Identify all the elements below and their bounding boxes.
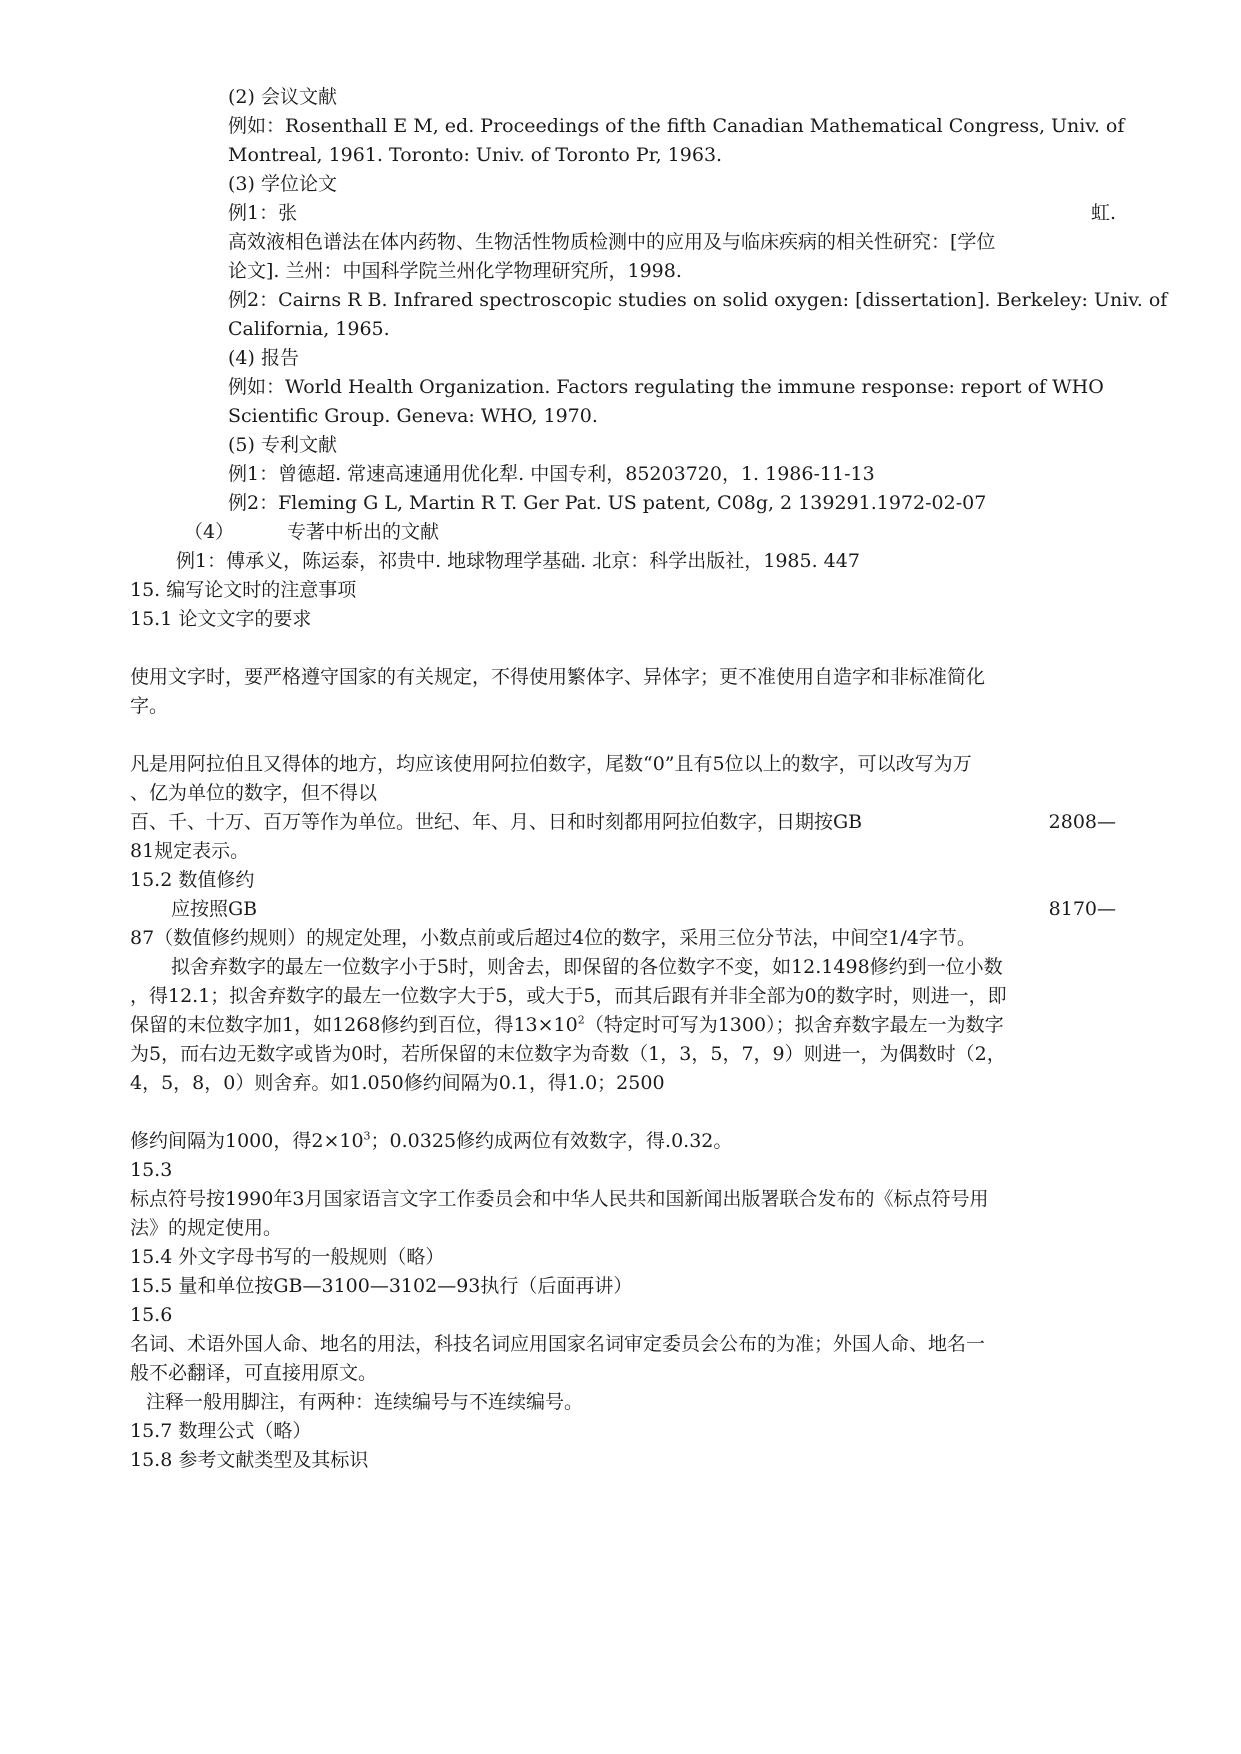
reference-example-line: 高效液相色谱法在体内药物、生物活性物质检测中的应用及与临床疾病的相关性研究：[学位 (228, 231, 996, 253)
text-segment: 百、千、十万、百万等作为单位。世纪、年、月、日和时刻都用阿拉伯数字，日期按GB (130, 811, 863, 833)
text-segment: 虹. (1090, 202, 1116, 224)
paragraph-line: 字。 (130, 695, 169, 717)
paragraph-line: 87（数值修约规则）的规定处理，小数点前或后超过4位的数字，采用三位分节法，中间空1/4字节。 (130, 927, 976, 949)
subsection-heading: 专著中析出的文献 (287, 521, 440, 543)
paragraph-line: 注释一般用脚注，有两种：连续编号与不连续编号。 (146, 1391, 584, 1413)
superscript: 3 (363, 1129, 371, 1143)
text-segment: 应按照GB (171, 898, 258, 920)
paragraph-line: 般不必翻译，可直接用原文。 (130, 1362, 378, 1384)
paragraph-line (130, 1128, 732, 1154)
paragraph-line (130, 1012, 1004, 1038)
paragraph-line: 标点符号按1990年3月国家语言文字工作委员会和中华人民共和国新闻出版署联合发布的《标点符号用 (130, 1188, 989, 1210)
reference-example-line: 例1：傅承义，陈运泰，祁贵中. 地球物理学基础. 北京：科学出版社，1985. 447 (176, 550, 860, 572)
section-heading: 15.1 论文文字的要求 (130, 608, 312, 630)
text-segment: 8170— (1048, 898, 1116, 920)
reference-example-line: 例2：Cairns R B. Infrared spectroscopic studies on solid oxygen: [dissertation]. Berkeley: Univ. of (228, 289, 1168, 311)
reference-example-line: 论文]. 兰州：中国科学院兰州化学物理研究所，1998. (228, 260, 682, 282)
paragraph-line: 为5，而右边无数字或皆为0时，若所保留的末位数字为奇数（1，3，5，7，9）则进一，为偶数时（2， (130, 1043, 1006, 1065)
subsection-heading: (3) 学位论文 (228, 173, 337, 195)
paragraph-line (171, 896, 1116, 922)
reference-example-line (228, 200, 1116, 226)
paragraph-line: 使用文字时，要严格遵守国家的有关规定，不得使用繁体字、异体字；更不准使用自造字和非标准简化 (130, 666, 986, 688)
section-heading: 15.7 数理公式（略） (130, 1420, 312, 1442)
reference-example-line: Montreal, 1961. Toronto: Univ. of Toronto Pr, 1963. (228, 144, 723, 166)
superscript: 2 (577, 1013, 585, 1027)
reference-example-line: 例如：World Health Organization. Factors regulating the immune response: report of WHO (228, 376, 1104, 398)
reference-example-line: California, 1965. (228, 318, 390, 340)
list-number: （4） (184, 521, 235, 543)
text-segment: ；0.0325修约成两位有效数字，得.0.32。 (370, 1130, 733, 1152)
paragraph-line: 81规定表示。 (130, 840, 250, 862)
section-heading: 15. 编写论文时的注意事项 (130, 579, 357, 601)
paragraph-line: 凡是用阿拉伯且又得体的地方，均应该使用阿拉伯数字，尾数“0”且有5位以上的数字，可以改写为万 (130, 753, 972, 775)
section-heading: 15.5 量和单位按GB—3100—3102—93执行（后面再讲） (130, 1275, 633, 1297)
text-segment: （特定时可写为1300）；拟舍弃数字最左一为数字 (584, 1014, 1004, 1036)
paragraph-line: 拟舍弃数字的最左一位数字小于5时，则舍去，即保留的各位数字不变，如12.1498修约到一位小数 (171, 956, 1003, 978)
paragraph-line: 名词、术语外国人命、地名的用法，科技名词应用国家名词审定委员会公布的为准；外国人命、地名一 (130, 1333, 986, 1355)
text-segment: 例1：张 (228, 202, 298, 224)
paragraph-line: ，得12.1；拟舍弃数字的最左一位数字大于5，或大于5，而其后跟有并非全部为0的数字时，则进一，即 (130, 985, 1007, 1007)
paragraph-line: 、亿为单位的数字，但不得以 (130, 782, 378, 804)
reference-example-line: 例如：Rosenthall E M, ed. Proceedings of the fifth Canadian Mathematical Congress, Univ. of (228, 115, 1125, 137)
subsection-heading: (2) 会议文献 (228, 86, 337, 108)
section-heading: 15.6 (130, 1304, 173, 1326)
paragraph-line (130, 809, 1116, 835)
text-segment: 修约间隔为1000，得2×10 (130, 1130, 364, 1152)
section-heading: 15.2 数值修约 (130, 869, 255, 891)
section-heading: 15.3 (130, 1159, 173, 1181)
paragraph-line: 法》的规定使用。 (130, 1217, 283, 1239)
text-segment: 2808— (1048, 811, 1116, 833)
paragraph-line: 4，5，8，0）则舍弃。如1.050修约间隔为0.1，得1.0；2500 (130, 1072, 665, 1094)
subsection-heading: (4) 报告 (228, 347, 299, 369)
section-heading: 15.4 外文字母书写的一般规则（略） (130, 1246, 445, 1268)
reference-example-line: Scientific Group. Geneva: WHO, 1970. (228, 405, 598, 427)
reference-example-line: 例2：Fleming G L, Martin R T. Ger Pat. US patent, C08g, 2 139291.1972-02-07 (228, 492, 987, 514)
text-segment: 保留的末位数字加1，如1268修约到百位，得13×10 (130, 1014, 578, 1036)
section-heading: 15.8 参考文献类型及其标识 (130, 1449, 369, 1471)
subsection-heading: (5) 专利文献 (228, 434, 337, 456)
reference-example-line: 例1：曾德超. 常速高速通用优化犁. 中国专利，85203720，1. 1986-11-13 (228, 463, 875, 485)
